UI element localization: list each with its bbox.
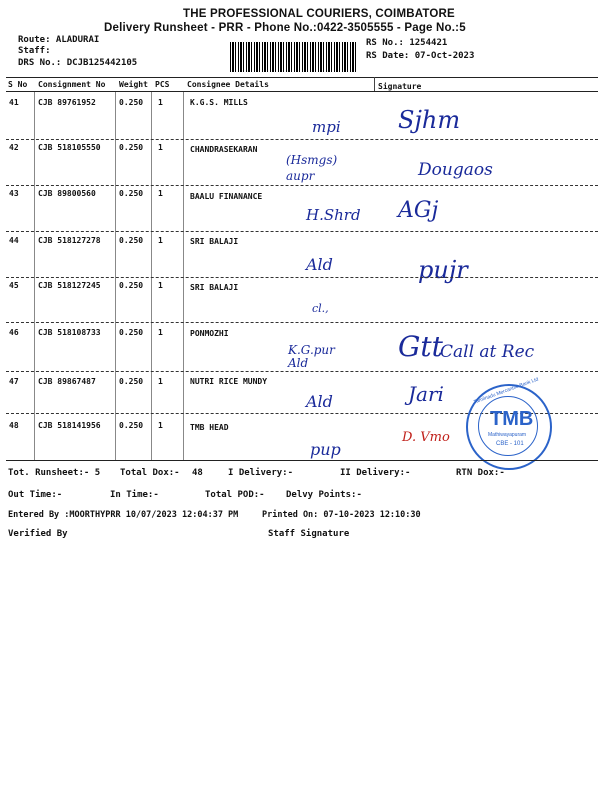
row-42-consignee: CHANDRASEKARAN — [190, 145, 258, 154]
staff-label: Staff: — [18, 46, 51, 56]
row-44-consignee: SRI BALAJI — [190, 237, 239, 246]
row-45-consignee: SRI BALAJI — [190, 283, 239, 292]
row-48-pcs: 1 — [158, 421, 163, 430]
row-47-signature: Jari — [408, 382, 444, 406]
row-divider — [6, 185, 598, 186]
row-47-consignment: CJB 89867487 — [38, 377, 96, 386]
row-47-weight: 0.250 — [119, 377, 144, 386]
col-sno: S No — [8, 80, 28, 89]
row-48-weight: 0.250 — [119, 421, 144, 430]
barcode — [230, 42, 358, 72]
in-time: In Time:- — [110, 490, 159, 500]
row-43-signature: AGj — [398, 198, 439, 223]
col-sep — [115, 92, 116, 460]
entered-by: Entered By :MOORTHYPRR 10/07/2023 12:04:37 PM — [8, 510, 239, 520]
row-41-pcs: 1 — [158, 98, 163, 107]
row-45-weight: 0.250 — [119, 281, 144, 290]
rs-number: RS No.: 1254421 — [366, 38, 448, 48]
row-46-note: Call at Rec — [440, 342, 535, 362]
row-43-handwriting: H.Shrd — [306, 206, 361, 224]
col-consignment: Consignment No — [38, 80, 106, 89]
row-divider — [6, 231, 598, 232]
row-42-handwriting: (Hsmgs) aupr — [286, 153, 338, 183]
row-divider — [6, 277, 598, 278]
delvy-points: Delvy Points:- — [286, 490, 362, 500]
row-divider — [6, 139, 598, 140]
rs-date: RS Date: 07-Oct-2023 — [366, 51, 475, 61]
row-47-consignee: NUTRI RICE MUNDY — [190, 377, 268, 386]
row-41-handwriting: mpi — [312, 118, 341, 136]
col-consignee: Consignee Details — [187, 80, 269, 89]
row-41-signature: Sjhm — [398, 106, 461, 134]
row-41-sno: 41 — [9, 98, 19, 107]
printed-on: Printed On: 07-10-2023 12:10:30 — [262, 510, 421, 520]
row-42-weight: 0.250 — [119, 143, 144, 152]
bank-seal — [466, 376, 552, 470]
row-42-consignment: CJB 518105550 — [38, 143, 101, 152]
row-46-consignee: PONMOZHI — [190, 329, 229, 338]
col-sep — [151, 92, 152, 460]
row-46-sno: 46 — [9, 328, 19, 337]
header-bottom-rule — [6, 91, 598, 92]
row-44-sno: 44 — [9, 236, 19, 245]
runsheet-line: Delivery Runsheet - PRR - Phone No.:0422-3505555 - Page No.:5 — [104, 22, 466, 34]
row-46-signature: Gtt — [398, 330, 443, 363]
verified-by: Verified By — [8, 529, 68, 539]
total-pod: Total POD:- — [205, 490, 265, 500]
out-time: Out Time:- — [8, 490, 63, 500]
drs-number: DRS No.: DCJB125442105 — [18, 58, 138, 68]
row-41-consignee: K.G.S. MILLS — [190, 98, 248, 107]
signature-column-rule — [374, 77, 375, 91]
row-44-pcs: 1 — [158, 236, 163, 245]
row-divider — [6, 322, 598, 323]
seal-ring-text: Tamilnadu Mercantile Bank Ltd — [473, 376, 540, 406]
col-pcs: PCS — [155, 80, 170, 89]
row-48-sno: 48 — [9, 421, 19, 430]
row-46-pcs: 1 — [158, 328, 163, 337]
route-label: Route: ALADURAI — [18, 35, 100, 45]
row-42-sno: 42 — [9, 143, 19, 152]
row-43-consignee: BAALU FINANANCE — [190, 192, 263, 201]
total-dox-value: 48 — [192, 468, 203, 478]
row-47-sno: 47 — [9, 377, 19, 386]
row-46-handwriting: K.G.pur Ald — [288, 343, 335, 370]
row-43-consignment: CJB 89800560 — [38, 189, 96, 198]
staff-signature: Staff Signature — [268, 529, 350, 539]
row-44-handwriting: Ald — [306, 255, 333, 274]
row-42-signature: Dougaos — [418, 160, 493, 180]
row-45-handwriting: cl., — [312, 302, 329, 315]
row-45-consignment: CJB 518127245 — [38, 281, 101, 290]
row-48-signature: D. Vmo — [402, 430, 450, 445]
row-43-sno: 43 — [9, 189, 19, 198]
row-48-handwriting: pup — [310, 440, 341, 459]
col-weight: Weight — [119, 80, 148, 89]
row-45-pcs: 1 — [158, 281, 163, 290]
rtn-dox: RTN Dox:- — [456, 468, 505, 478]
row-48-consignee: TMB HEAD — [190, 423, 229, 432]
header-top-rule — [6, 77, 598, 78]
col-sep — [34, 92, 35, 460]
row-48-consignment: CJB 518141956 — [38, 421, 101, 430]
row-44-consignment: CJB 518127278 — [38, 236, 101, 245]
tot-runsheet: Tot. Runsheet:- 5 — [8, 468, 101, 478]
i-delivery: I Delivery:- — [228, 468, 294, 478]
footer-top-rule — [6, 460, 598, 461]
total-dox-label: Total Dox:- — [120, 468, 180, 478]
row-41-consignment: CJB 89761952 — [38, 98, 96, 107]
col-sep — [183, 92, 184, 460]
row-divider — [6, 371, 598, 372]
row-46-weight: 0.250 — [119, 328, 144, 337]
col-signature: Signature — [378, 82, 422, 91]
row-44-weight: 0.250 — [119, 236, 144, 245]
company-title: THE PROFESSIONAL COURIERS, COIMBATORE — [183, 8, 455, 20]
row-46-consignment: CJB 518108733 — [38, 328, 101, 337]
row-43-weight: 0.250 — [119, 189, 144, 198]
row-41-weight: 0.250 — [119, 98, 144, 107]
seal-branch: Mathiwayapuram — [488, 432, 527, 438]
ii-delivery: II Delivery:- — [340, 468, 411, 478]
row-47-pcs: 1 — [158, 377, 163, 386]
row-47-handwriting: Ald — [306, 392, 333, 411]
row-43-pcs: 1 — [158, 189, 163, 198]
seal-logo: TMB — [490, 408, 534, 430]
seal-code: CBE - 101 — [496, 441, 524, 447]
row-44-signature: pujr — [418, 256, 468, 284]
row-45-sno: 45 — [9, 281, 19, 290]
row-42-pcs: 1 — [158, 143, 163, 152]
